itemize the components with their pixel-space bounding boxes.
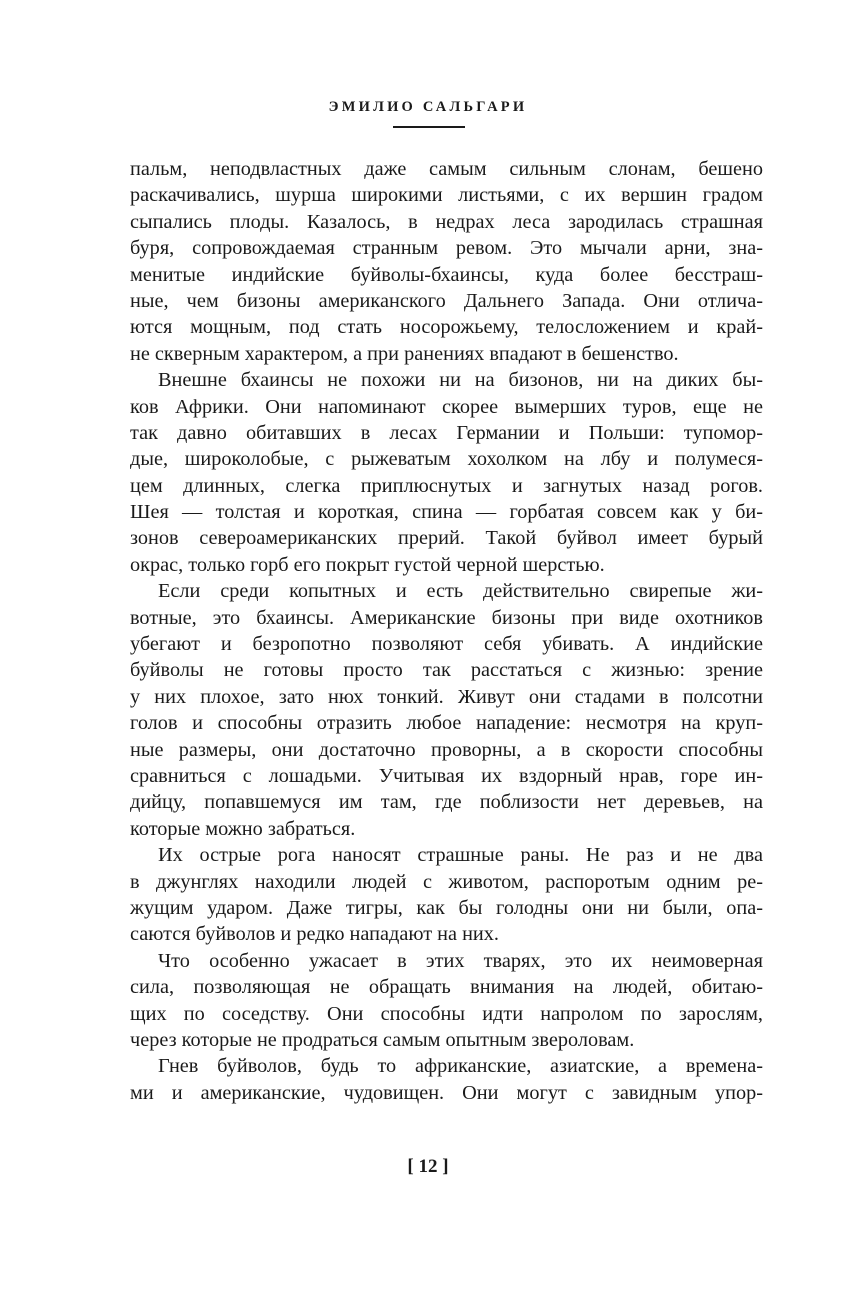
text-line: ные, чем бизоны американского Дальнего Запада. Они отлича-	[130, 289, 763, 312]
text-line: так давно обитавших в лесах Германии и Польши: тупомор-	[130, 421, 763, 444]
text-line: дийцу, попавшемуся им там, где поблизости нет деревьев, на	[130, 791, 763, 814]
running-head-author: ЭМИЛИО САЛЬГАРИ	[328, 99, 528, 115]
page-number: [ 12 ]	[407, 1156, 449, 1177]
text-line: окрас, только горб его покрыт густой черной шерстью.	[130, 553, 605, 576]
text-line: сыпались плоды. Казалось, в недрах леса зародилась страшная	[130, 210, 763, 233]
text-line: сила, позволяющая не обращать внимания на людей, обитаю-	[130, 976, 763, 999]
text-line: через которые не продраться самым опытным звероловам.	[130, 1028, 635, 1051]
text-line: сравниться с лошадьми. Учитывая их вздорный нрав, горе ин-	[130, 764, 763, 787]
text-line: Их острые рога наносят страшные раны. Не раз и не два	[158, 844, 763, 867]
text-line: пальм, неподвластных даже самым сильным слонам, бешено	[130, 158, 763, 180]
text-line: цем длинных, слегка приплюснутых и загнутых назад рогов.	[130, 474, 763, 497]
header-rule	[393, 126, 465, 128]
text-line: Шея — толстая и короткая, спина — горбатая совсем как у би-	[130, 501, 763, 524]
text-line: жущим ударом. Даже тигры, как бы голодны они ни были, опа-	[130, 896, 763, 919]
text-line: ков Африки. Они напоминают скорее вымерших туров, еще не	[130, 395, 763, 418]
text-line: зонов североамериканских прерий. Такой буйвол имеет бурый	[130, 527, 763, 550]
text-line: убегают и безропотно позволяют себя убивать. А индийские	[130, 633, 763, 656]
text-line: раскачивались, шурша широкими листьями, с их вершин градом	[130, 184, 763, 207]
text-line: буйволы не готовы просто так расстаться с жизнью: зрение	[130, 659, 763, 682]
text-line: ные размеры, они достаточно проворны, а в скорости способны	[130, 738, 763, 761]
text-line: у них плохое, зато нюх тонкий. Живут они стадами в полсотни	[130, 685, 763, 708]
text-line: ми и американские, чудовищен. Они могут с завидным упор-	[130, 1081, 763, 1104]
text-line: буря, сопровождаемая странным ревом. Это мычали арни, зна-	[130, 237, 763, 260]
text-line: Если среди копытных и есть действительно свирепые жи-	[158, 580, 763, 603]
text-line: Гнев буйволов, будь то африканские, азиатские, а времена-	[158, 1055, 763, 1078]
text-line: голов и способны отразить любое нападение: несмотря на круп-	[130, 712, 763, 735]
body-text	[130, 156, 763, 1106]
text-line: саются буйволов и редко нападают на них.	[130, 923, 499, 946]
text-line: щих по соседству. Они способны идти напролом по зарослям,	[130, 1002, 763, 1025]
text-line: Внешне бхаинсы не похожи ни на бизонов, ни на диких бы-	[158, 369, 763, 392]
text-line: вотные, это бхаинсы. Американские бизоны при виде охотников	[130, 606, 763, 629]
text-line: не скверным характером, а при ранениях впадают в бешенство.	[130, 342, 679, 365]
text-line: ются мощным, под стать носорожьему, телосложением и край-	[130, 316, 763, 339]
text-line: которые можно забраться.	[130, 817, 356, 840]
text-line: Что особенно ужасает в этих тварях, это их неимоверная	[158, 949, 763, 972]
text-line: в джунглях находили людей с животом, распоротым одним ре-	[130, 870, 763, 893]
text-line: менитые индийские буйволы-бхаинсы, куда более бесстраш-	[130, 263, 763, 286]
text-line: дые, широколобые, с рыжеватым хохолком на лбу и полумеся-	[130, 448, 763, 471]
